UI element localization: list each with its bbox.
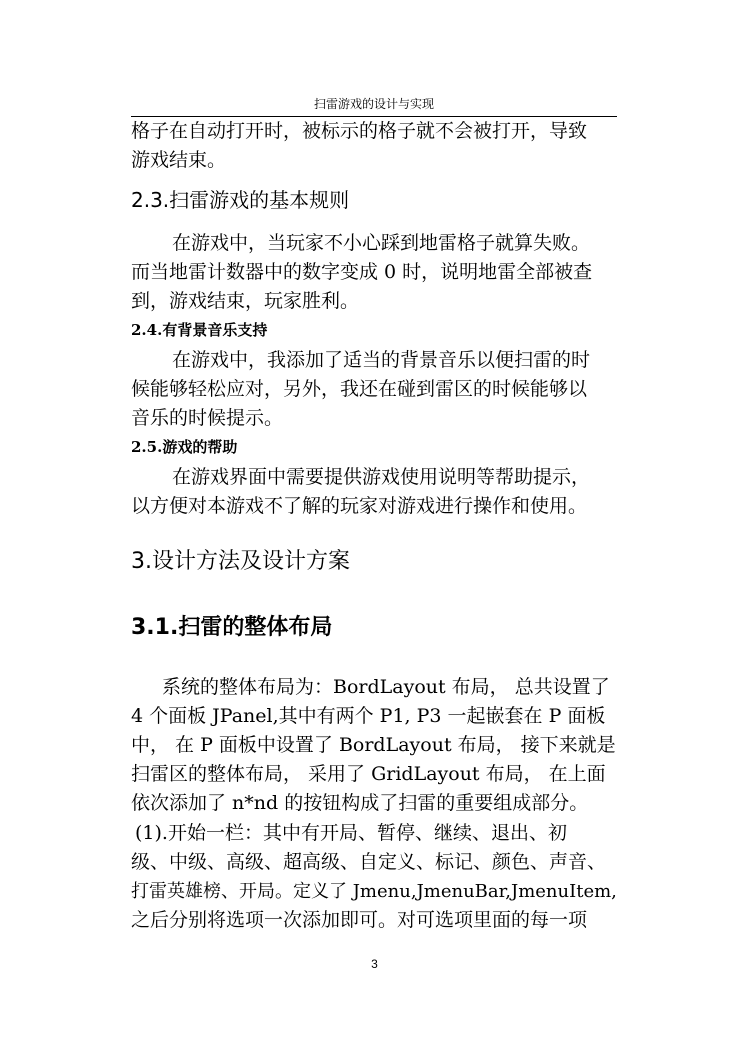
- page-number: 3: [371, 957, 378, 971]
- paragraph-rules: [131, 229, 621, 316]
- text-line: 格子在自动打开时，被标示的格子就不会被打开，导致: [131, 120, 588, 142]
- paragraph-help: [131, 463, 621, 521]
- text-line: (1).开始一栏：其中有开局、暂停、继续、退出、初: [135, 822, 567, 844]
- paragraph-layout: [131, 673, 621, 818]
- text-line: 打雷英雄榜、开局。定义了 Jmenu,JmenuBar,JmenuItem,: [131, 881, 617, 902]
- text-line: 在游戏中，我添加了适当的背景音乐以便扫雷的时: [172, 349, 591, 371]
- text-line: 中， 在 P 面板中设置了 BordLayout 布局， 接下来就是: [131, 734, 616, 756]
- running-header: 扫雷游戏的设计与实现: [313, 97, 434, 111]
- heading-2-3: 2.3.扫雷游戏的基本规则: [131, 188, 350, 212]
- heading-3-1: 3.1.扫雷的整体布局: [131, 615, 333, 640]
- text-line: 扫雷区的整体布局， 采用了 GridLayout 布局， 在上面: [131, 763, 606, 785]
- heading-3: 3.设计方法及设计方案: [131, 549, 350, 574]
- text-line: 游戏结束。: [131, 149, 227, 171]
- text-line: 在游戏界面中需要提供游戏使用说明等帮助提示，: [172, 466, 591, 488]
- paragraph-menu: [131, 819, 621, 935]
- text-line: 到，游戏结束，玩家胜利。: [131, 290, 360, 312]
- text-line: 在游戏中，当玩家不小心踩到地雷格子就算失败。: [172, 232, 591, 254]
- text-line: 依次添加了 n*nd 的按钮构成了扫雷的重要组成部分。: [131, 792, 589, 814]
- text-line: 系统的整体布局为：BordLayout 布局， 总共设置了: [162, 676, 610, 698]
- text-line: 音乐的时候提示。: [131, 407, 284, 429]
- text-line: 级、中级、高级、超高级、自定义、标记、颜色、声音、: [131, 851, 607, 873]
- text-line: 4 个面板 JPanel,其中有两个 P1, P3 一起嵌套在 P 面板: [131, 705, 606, 727]
- heading-2-5: 2.5.游戏的帮助: [131, 438, 238, 456]
- heading-2-4: 2.4.有背景音乐支持: [131, 321, 268, 339]
- text-line: 候能够轻松应对，另外，我还在碰到雷区的时候能够以: [131, 378, 588, 400]
- paragraph-music: [131, 346, 621, 433]
- text-line: 之后分别将选项一次添加即可。对可选项里面的每一项: [131, 909, 588, 931]
- paragraph-continuation: [131, 117, 621, 175]
- text-line: 而当地雷计数器中的数字变成 0 时，说明地雷全部被查: [131, 261, 593, 283]
- text-line: 以方便对本游戏不了解的玩家对游戏进行操作和使用。: [131, 495, 588, 517]
